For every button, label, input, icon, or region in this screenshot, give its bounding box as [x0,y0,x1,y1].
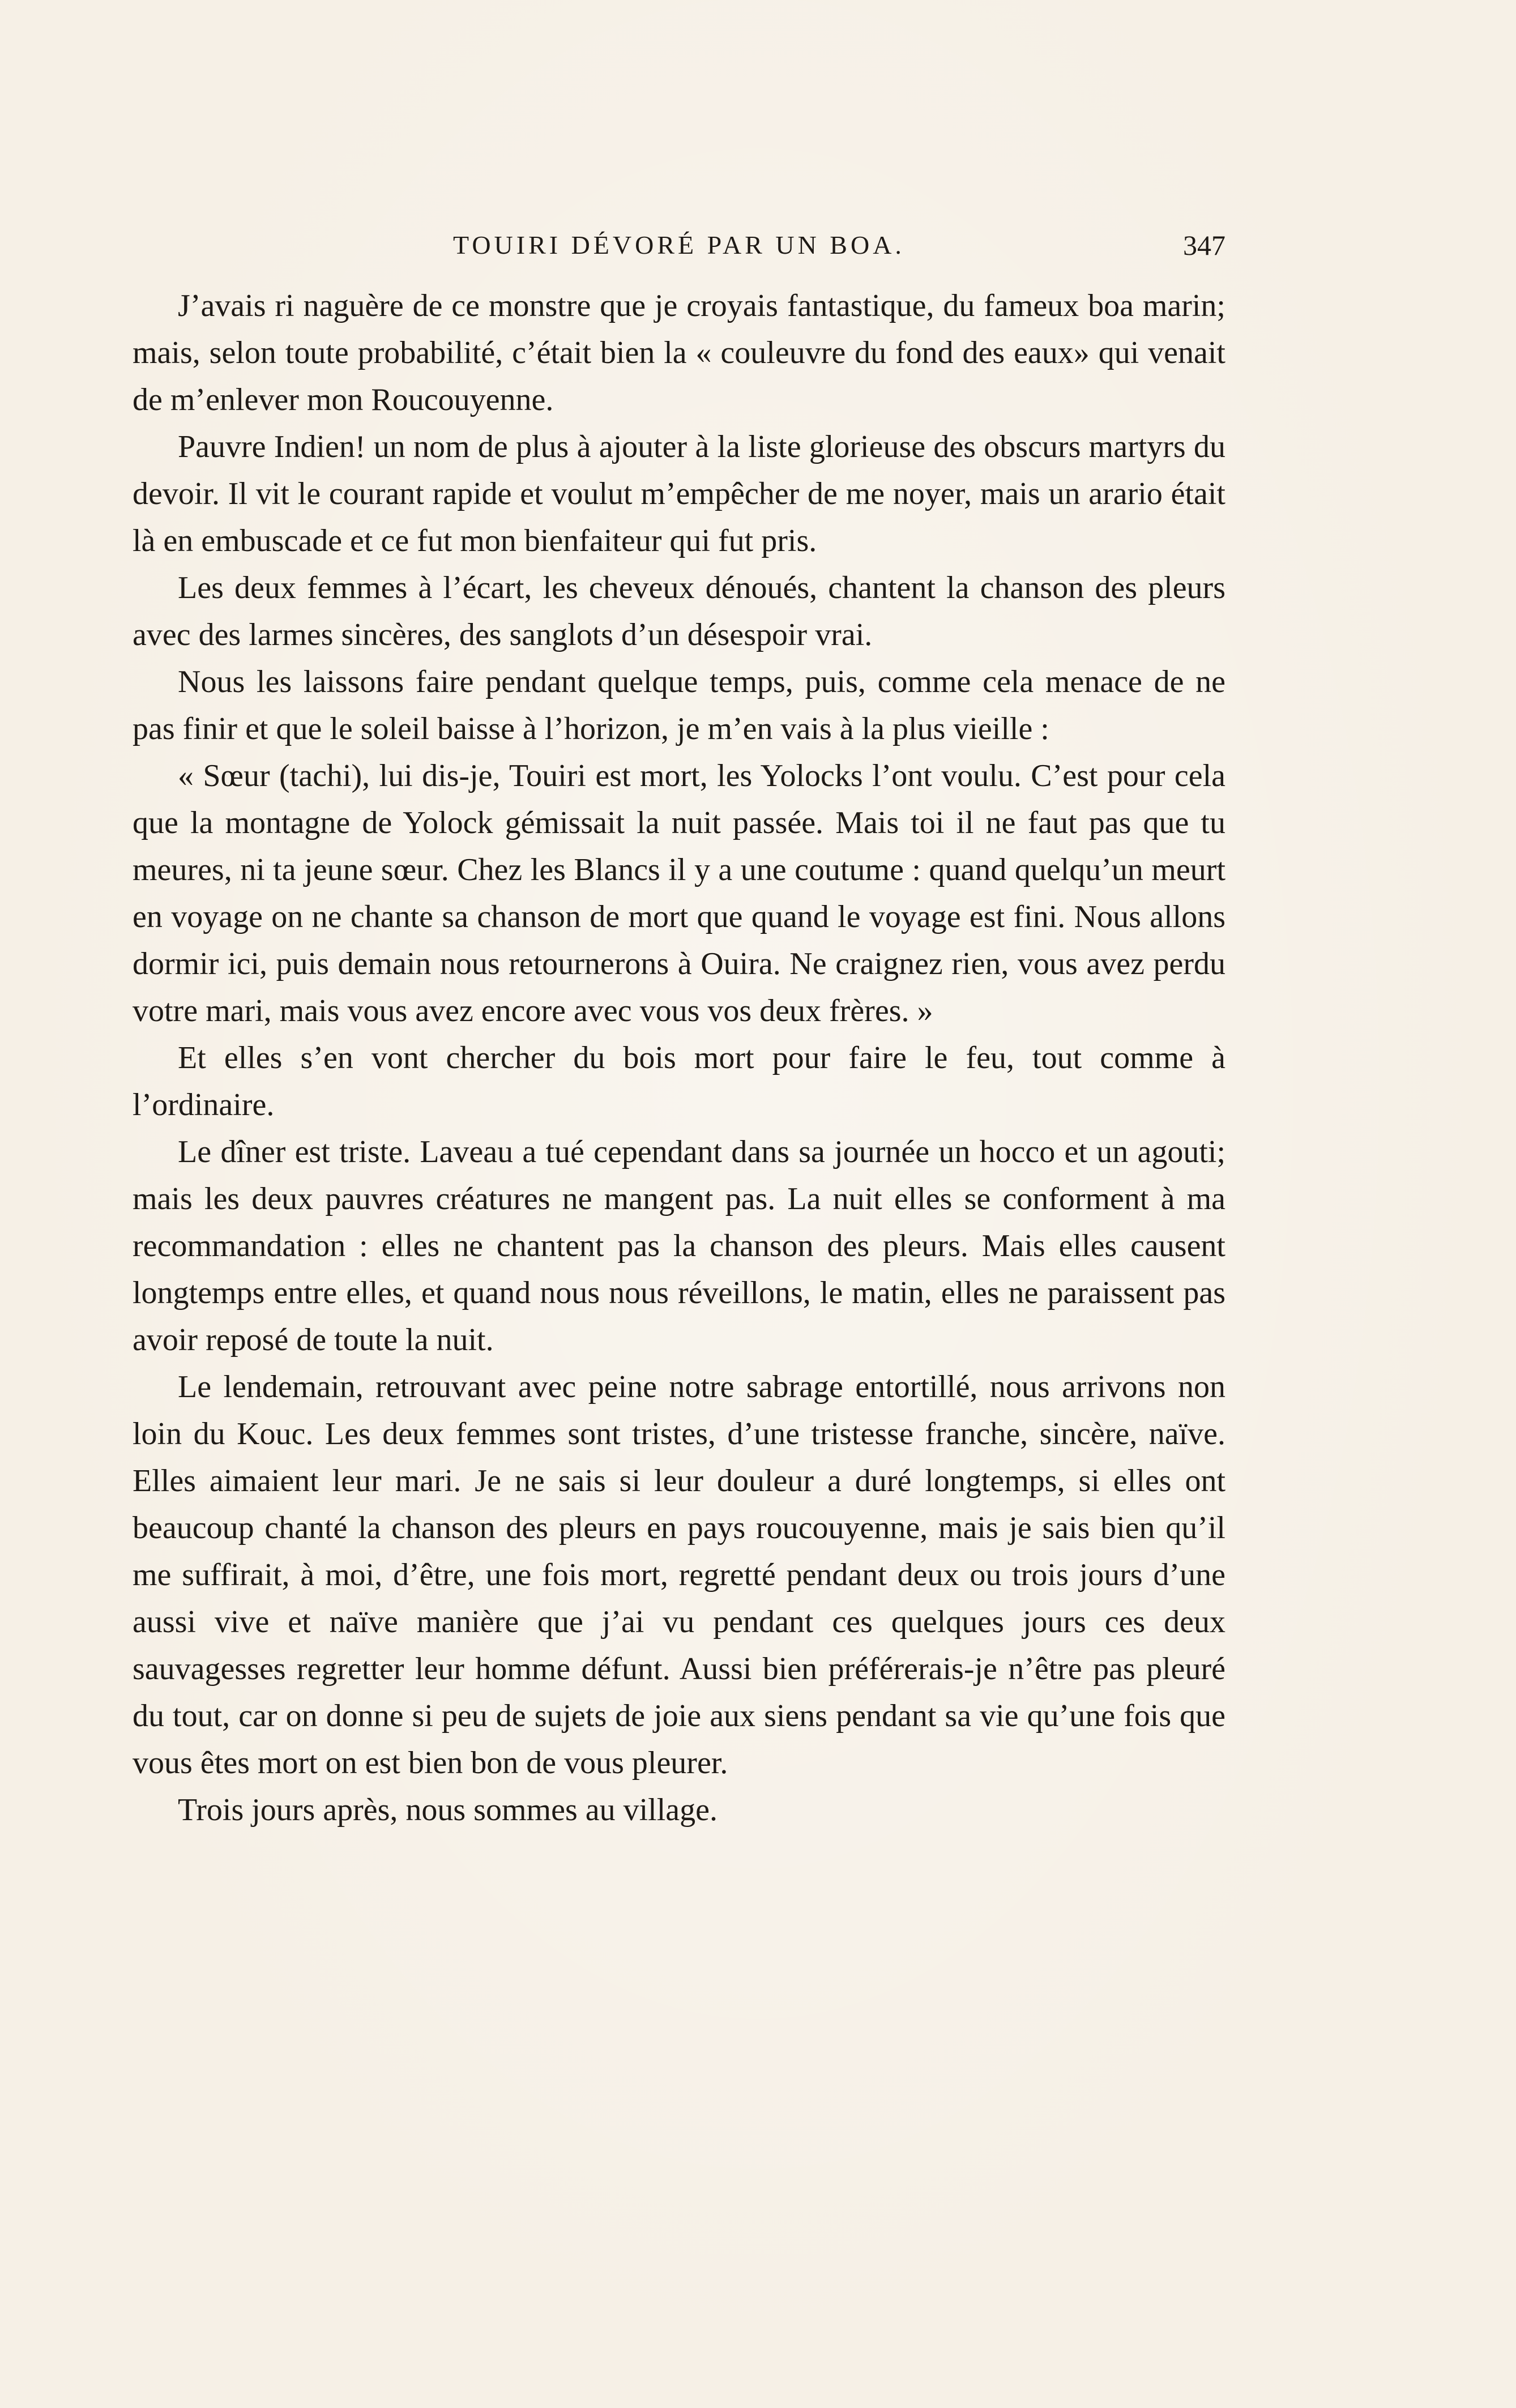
running-title: TOUIRI DÉVORÉ PAR UN BOA. [453,230,905,259]
body-text [133,283,1225,1834]
paragraph: Le lendemain, retrouvant avec peine notre sabrage entortillé, nous arrivons non loin du Kouc. Les deux femmes sont tristes, d’une tristesse franche, sincère, naïve. Elles aimaient leur mari. Je ne sais si leur douleur a duré longtemps, si elles ont beaucoup chanté la chanson des pleurs en pays roucouyenne, mais je sais bien qu’il me suffirait, à moi, d’être, une fois mort, regretté pendant deux ou trois jours d’une aussi vive et naïve manière que j’ai vu pendant ces quelques jours ces deux sauvagesses regretter leur homme défunt. Aussi bien préférerais-je n’être pas pleuré du tout, car on donne si peu de sujets de joie aux siens pendant sa vie qu’une fois que vous êtes mort on est bien bon de vous pleurer. [133,1369,1225,1781]
paragraph: Trois jours après, nous sommes au village. [178,1792,718,1828]
page-number: 347 [1183,229,1225,261]
paragraph: Le dîner est triste. Laveau a tué cependant dans sa journée un hocco et un agouti; mais les deux pauvres créatures ne mangent pas. La nuit elles se conforment à ma recommandation : elles ne chantent pas la chanson des pleurs. Mais elles causent longtemps entre elles, et quand nous nous réveillons, le matin, elles ne paraissent pas avoir reposé de toute la nuit. [133,1134,1225,1357]
paragraph: Nous les laissons faire pendant quelque temps, puis, comme cela menace de ne pas finir et que le soleil baisse à l’horizon, je m’en vais à la plus vieille : [133,664,1225,746]
paragraph: Les deux femmes à l’écart, les cheveux dénoués, chantent la chanson des pleurs avec des larmes sincères, des sanglots d’un désespoir vrai. [133,570,1225,652]
paragraph: Pauvre Indien! un nom de plus à ajouter à la liste glorieuse des obscurs martyrs du devoir. Il vit le courant rapide et voulut m’empêcher de me noyer, mais un arario était là en embuscade et ce fut mon bienfaiteur qui fut pris. [133,429,1225,558]
paragraph: « Sœur (tachi), lui dis-je, Touiri est mort, les Yolocks l’ont voulu. C’est pour cela que la montagne de Yolock gémissait la nuit passée. Mais toi il ne faut pas que tu meures, ni ta jeune sœur. Chez les Blancs il y a une coutume : quand quelqu’un meurt en voyage on ne chante sa chanson de mort que quand le voyage est fini. Nous allons dormir ici, puis demain nous retournerons à Ouira. Ne craignez rien, vous avez perdu votre mari, mais vous avez encore avec vous vos deux frères. » [133,758,1225,1028]
paragraph: J’avais ri naguère de ce monstre que je croyais fantastique, du fameux boa marin; mais, selon toute probabilité, c’était bien la « couleuvre du fond des eaux» qui venait de m’enlever mon Roucouyenne. [133,288,1225,417]
running-head [133,225,1225,265]
paragraph: Et elles s’en vont chercher du bois mort pour faire le feu, tout comme à l’ordinaire. [133,1040,1225,1122]
